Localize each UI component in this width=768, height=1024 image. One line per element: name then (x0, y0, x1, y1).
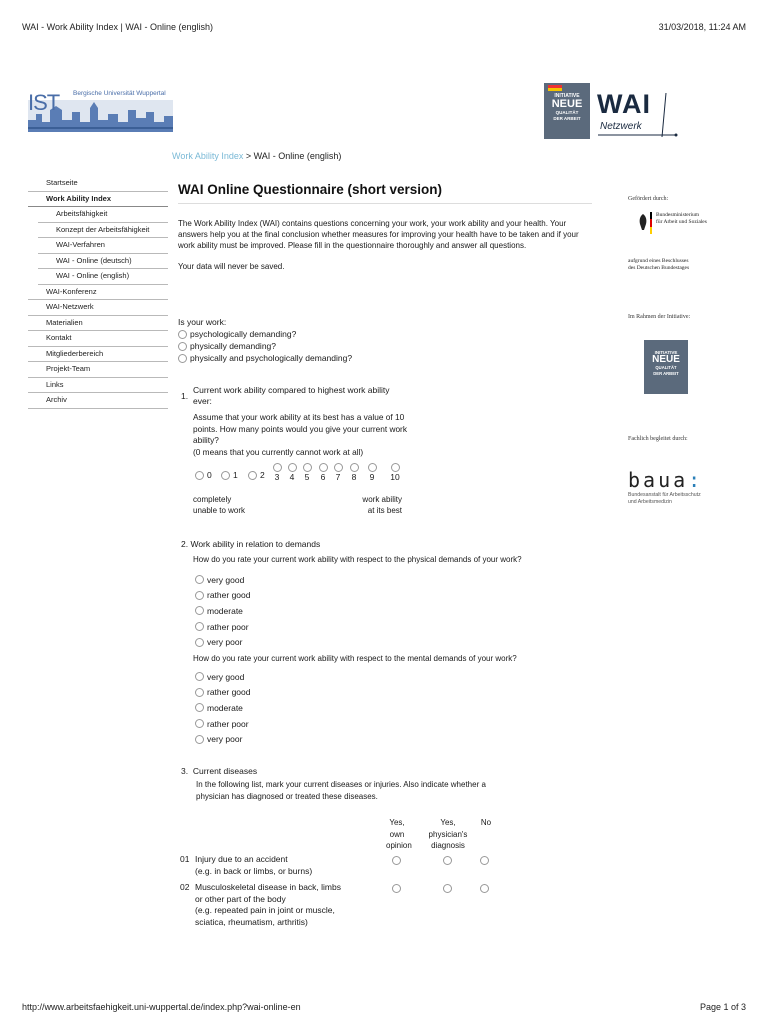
scale-option-6[interactable] (316, 463, 330, 482)
mental-option-moderate[interactable] (195, 700, 250, 716)
breadcrumb-link-work-ability-index[interactable]: Work Ability Index (172, 151, 244, 161)
sidebar-item-mitgliederbereich[interactable] (28, 347, 168, 363)
print-url: http://www.arbeitsfaehigkeit.uni-wuppertal.de/index.php?wai-online-en (22, 1002, 301, 1012)
option-label: very good (207, 671, 245, 682)
mental-option-rather-good[interactable] (195, 685, 250, 701)
radio-button[interactable] (195, 471, 204, 480)
sidebar-item-wai-online-deutsch[interactable] (38, 254, 168, 270)
question-1-desc-note: (0 means that you currently cannot work at all) (193, 446, 364, 457)
scale-option-4[interactable] (285, 463, 299, 482)
radio-own-opinion[interactable] (392, 856, 401, 865)
radio-button[interactable] (303, 463, 312, 472)
physical-demands-question: How do you rate your current work ability with respect to the physical demands of your work? (193, 555, 522, 564)
option-label: very good (207, 574, 245, 585)
baua-caption: Fachlich begleitet durch: (628, 436, 688, 442)
breadcrumb-separator: > (243, 151, 254, 161)
disease-code: 02 (180, 882, 190, 892)
disease-line: (e.g. repeated pain in joint or muscle, (195, 905, 335, 915)
physical-option-rather-good[interactable] (195, 588, 250, 604)
bmas-note-line1: aufgrund eines Beschlusses (628, 258, 689, 264)
bmas-name-line1: Bundesministerium (656, 212, 700, 218)
wai-network-line-icon (596, 93, 678, 139)
option-label: rather poor (207, 621, 249, 632)
physical-option-rather-poor[interactable] (195, 619, 250, 635)
radio-button[interactable] (368, 463, 377, 472)
sidebar-item-kontakt[interactable] (28, 331, 168, 347)
bmas-name (656, 212, 707, 225)
radio-button[interactable] (288, 463, 297, 472)
mental-option-rather-poor[interactable] (195, 716, 250, 732)
wai-wordmark: WAI (597, 89, 651, 119)
scale-label: 4 (289, 472, 295, 482)
column-header-no: No (480, 818, 492, 827)
bmas-note (628, 258, 689, 271)
mini-big-text: NEUE (652, 354, 680, 365)
question-2-title: 2. Work ability in relation to demands (181, 539, 321, 549)
scale-label: 0 (207, 470, 212, 480)
sidebar-item-label: WAI-Verfahren (56, 240, 105, 249)
scale-high-label (362, 494, 402, 516)
sidebar-item-links[interactable] (28, 378, 168, 394)
radio-no[interactable] (480, 856, 489, 865)
scale-option-10[interactable] (388, 463, 402, 482)
baua-logo (628, 468, 703, 492)
work-type-option-both[interactable] (178, 352, 352, 364)
col-line: own (389, 829, 405, 839)
sidebar-item-materialien[interactable] (28, 316, 168, 332)
sidebar-item-label: Projekt-Team (46, 364, 91, 373)
wai-netzwerk-logo[interactable] (544, 83, 680, 139)
main-content (178, 182, 592, 271)
sidebar-item-label: WAI-Konferenz (46, 286, 97, 296)
rahmen-caption: Im Rahmen der Initiative: (628, 314, 691, 320)
radio-own-opinion[interactable] (392, 884, 401, 893)
col-line: diagnosis (431, 841, 465, 850)
sidebar-item-label: Work Ability Index (46, 193, 112, 203)
scale-label: 8 (351, 472, 357, 482)
disease-line: Injury due to an accident (195, 854, 288, 864)
mini-quality-text: QUALITÄT (655, 365, 677, 370)
flag-icon (548, 85, 562, 93)
radio-button[interactable] (195, 622, 204, 631)
baua-logo-text: baua (628, 468, 689, 492)
print-page-title: WAI - Work Ability Index | WAI - Online (english) (22, 22, 214, 32)
disease-row-01 (178, 854, 598, 878)
physical-option-moderate[interactable] (195, 603, 250, 619)
mental-option-very-good[interactable] (195, 669, 250, 685)
col-line: Yes, (440, 818, 456, 827)
radio-button[interactable] (319, 463, 328, 472)
work-ability-scale (195, 463, 410, 489)
option-label: physically and psychologically demanding? (190, 353, 353, 363)
radio-physician-diagnosis[interactable] (443, 884, 452, 893)
disease-label (195, 854, 395, 877)
breadcrumb-current: WAI - Online (english) (253, 151, 342, 161)
physical-option-very-good[interactable] (195, 572, 250, 588)
ist-subtitle: Bergische Universität Wuppertal (73, 90, 166, 97)
privacy-note: Your data will never be saved. (178, 262, 285, 271)
bmas-sponsor-badge[interactable] (624, 194, 720, 276)
question-1-desc-main: Assume that your work ability at its best has a value of 10 points. How many points would you give your current work ability? (193, 412, 407, 445)
wai-netzwerk-text: Netzwerk (600, 121, 642, 132)
sidebar-item-wai-verfahren[interactable] (38, 238, 168, 254)
scale-label: 10 (390, 472, 400, 482)
question-1-description (193, 412, 413, 458)
mental-option-very-poor[interactable] (195, 731, 250, 747)
mental-demands-options (195, 669, 250, 747)
work-type-option-physical[interactable] (178, 340, 352, 352)
scale-low-label-line2: unable to work (193, 506, 246, 515)
intro-text: The Work Ability Index (WAI) contains questions concerning your work, your work ability and your health. Your answers help you at the final conclusion whether measures for improving your health have to be taken and if your work ability must be improved. Please fill in the questionnaire thoroughly and answer all questions. (178, 219, 579, 250)
scale-label: 2 (260, 470, 265, 480)
radio-button[interactable] (334, 463, 343, 472)
baua-name-line2: und Arbeitsmedizin (628, 498, 672, 505)
col-line: opinion (386, 841, 412, 850)
sidebar-item-label: Archiv (46, 395, 67, 404)
scale-option-7[interactable] (331, 463, 345, 482)
scale-low-label (193, 494, 245, 516)
option-label: very poor (207, 637, 243, 648)
radio-physician-diagnosis[interactable] (443, 856, 452, 865)
radio-button[interactable] (221, 471, 230, 480)
mini-work-text: DER ARBEIT (653, 370, 679, 376)
sidebar-item-label: Materialien (46, 317, 83, 327)
scale-option-3[interactable] (270, 463, 284, 482)
radio-button[interactable] (195, 606, 204, 615)
radio-button[interactable] (195, 735, 204, 744)
disease-line: Musculoskeletal disease in back, limbs (195, 882, 341, 892)
option-label: moderate (207, 702, 243, 713)
radio-no[interactable] (480, 884, 489, 893)
print-page-number: Page 1 of 3 (699, 1002, 746, 1012)
sidebar-item-wai-konferenz[interactable] (28, 285, 168, 301)
ist-logo[interactable] (28, 88, 173, 132)
sidebar-item-label: Startseite (46, 178, 78, 187)
neue-small-text: INITIATIVE (554, 93, 580, 99)
scale-label: 9 (369, 472, 375, 482)
option-label: psychologically demanding? (190, 329, 297, 339)
sidebar-item-label: WAI - Online (english) (56, 271, 130, 280)
bmas-caption: Gefördert durch: (628, 196, 669, 202)
scale-high-label-line1: work ability (362, 495, 402, 504)
option-label: rather poor (207, 718, 249, 729)
bmas-name-line2: für Arbeit und Soziales (656, 218, 707, 225)
radio-button[interactable] (391, 463, 400, 472)
option-label: moderate (207, 605, 243, 616)
radio-button[interactable] (178, 330, 187, 339)
neue-qualitaet-mini-logo (644, 340, 688, 394)
question-1-title: Current work ability compared to highest work ability ever: (193, 385, 390, 406)
neue-qualitaet-badge (544, 83, 590, 139)
radio-button[interactable] (350, 463, 359, 472)
scale-low-label-line1: completely (193, 495, 232, 504)
scale-option-0[interactable] (195, 470, 212, 480)
question-3-description: In the following list, mark your current diseases or injuries. Also indicate whether a physician has diagnosed or treated these diseases. (196, 780, 486, 801)
scale-label: 3 (274, 472, 280, 482)
baua-badge[interactable] (624, 434, 720, 510)
scale-option-2[interactable] (248, 470, 265, 480)
sidebar-item-wai-online-english[interactable] (38, 269, 168, 285)
page-title: WAI Online Questionnaire (short version) (178, 182, 592, 204)
question-3-title-text: Current diseases (192, 766, 258, 776)
sidebar-item-label: Kontakt (46, 333, 72, 342)
disease-code: 01 (180, 854, 190, 864)
sidebar-item-wai-netzwerk[interactable] (28, 300, 168, 316)
radio-button[interactable] (273, 463, 282, 472)
scale-option-9[interactable] (365, 463, 379, 482)
baua-name (628, 492, 701, 505)
neue-big-text: NEUE (551, 98, 583, 110)
option-label: very poor (207, 734, 243, 745)
col-line: Yes, (389, 818, 405, 827)
column-header-physician-diagnosis (422, 817, 474, 852)
scale-high-label-line2: at its best (367, 506, 402, 515)
disease-line: (e.g. in back or limbs, or burns) (195, 865, 313, 876)
mini-small-text: INITIATIVE (654, 350, 678, 355)
disease-row-02 (178, 882, 598, 930)
sidebar-item-label: Mitgliederbereich (46, 348, 104, 358)
german-flag-bar-icon (650, 212, 652, 234)
disease-line: sciatica, rheumatism, arthritis) (195, 916, 308, 927)
bmas-note-line2: des Deutschen Bundestages (628, 264, 690, 271)
mental-demands-question: How do you rate your current work ability with respect to the mental demands of your work? (193, 654, 517, 663)
sidebar-item-label: WAI-Netzwerk (46, 302, 94, 311)
sidebar-item-label: Konzept der Arbeitsfähigkeit (56, 224, 150, 234)
physical-demands-options (195, 572, 250, 650)
scale-label: 7 (335, 472, 341, 482)
radio-button[interactable] (195, 591, 204, 600)
print-timestamp: 31/03/2018, 11:24 AM (658, 22, 746, 32)
sidebar-item-work-ability-index[interactable] (28, 192, 168, 208)
col-line: physician's (428, 829, 468, 839)
question-3-title (181, 766, 257, 776)
baua-name-line1: Bundesanstalt für Arbeitsschutz (628, 492, 701, 498)
sidebar-item-label: Arbeitsfähigkeit (56, 209, 108, 218)
neue-quality-text: QUALITÄT (555, 110, 579, 115)
radio-button[interactable] (178, 354, 187, 363)
physical-option-very-poor[interactable] (195, 634, 250, 650)
column-header-own-opinion (386, 817, 412, 852)
neue-work-text: DER ARBEIT (553, 116, 581, 121)
question-number: 3. (181, 766, 189, 776)
work-type-label: Is your work: (178, 317, 227, 327)
ist-text: IST (28, 90, 60, 115)
sidebar-item-arbeitsfaehigkeit[interactable] (38, 207, 168, 223)
radio-button[interactable] (195, 703, 204, 712)
federal-eagle-icon (638, 212, 648, 234)
sidebar-nav (28, 176, 168, 409)
radio-button[interactable] (195, 672, 204, 681)
disease-line: or other part of the body (195, 893, 286, 904)
scale-label: 6 (320, 472, 326, 482)
sidebar-item-archiv[interactable] (28, 393, 168, 409)
radio-button[interactable] (248, 471, 257, 480)
radio-button[interactable] (195, 638, 204, 647)
breadcrumb (172, 151, 341, 161)
option-label: rather good (207, 687, 251, 698)
sidebar-item-label: Links (46, 379, 64, 389)
radio-button[interactable] (178, 342, 187, 351)
sidebar-item-konzept[interactable] (38, 223, 168, 239)
radio-button[interactable] (195, 719, 204, 728)
scale-label: 5 (304, 472, 310, 482)
baua-logo-colon: : (688, 468, 704, 492)
scale-option-8[interactable] (347, 463, 361, 482)
work-type-option-psychological[interactable] (178, 328, 352, 340)
sidebar-item-projekt-team[interactable] (28, 362, 168, 378)
scale-option-5[interactable] (300, 463, 314, 482)
scale-label: 1 (233, 470, 238, 480)
question-number: 1. (181, 391, 189, 401)
scale-option-1[interactable] (221, 470, 238, 480)
work-type-question (178, 316, 352, 364)
initiative-badge[interactable] (624, 312, 710, 400)
disease-label (195, 882, 395, 928)
radio-button[interactable] (195, 688, 204, 697)
radio-button[interactable] (195, 575, 204, 584)
sidebar-item-label: WAI - Online (deutsch) (56, 255, 132, 265)
option-label: rather good (207, 590, 251, 601)
option-label: physically demanding? (190, 341, 276, 351)
sidebar-item-startseite[interactable] (28, 176, 168, 192)
